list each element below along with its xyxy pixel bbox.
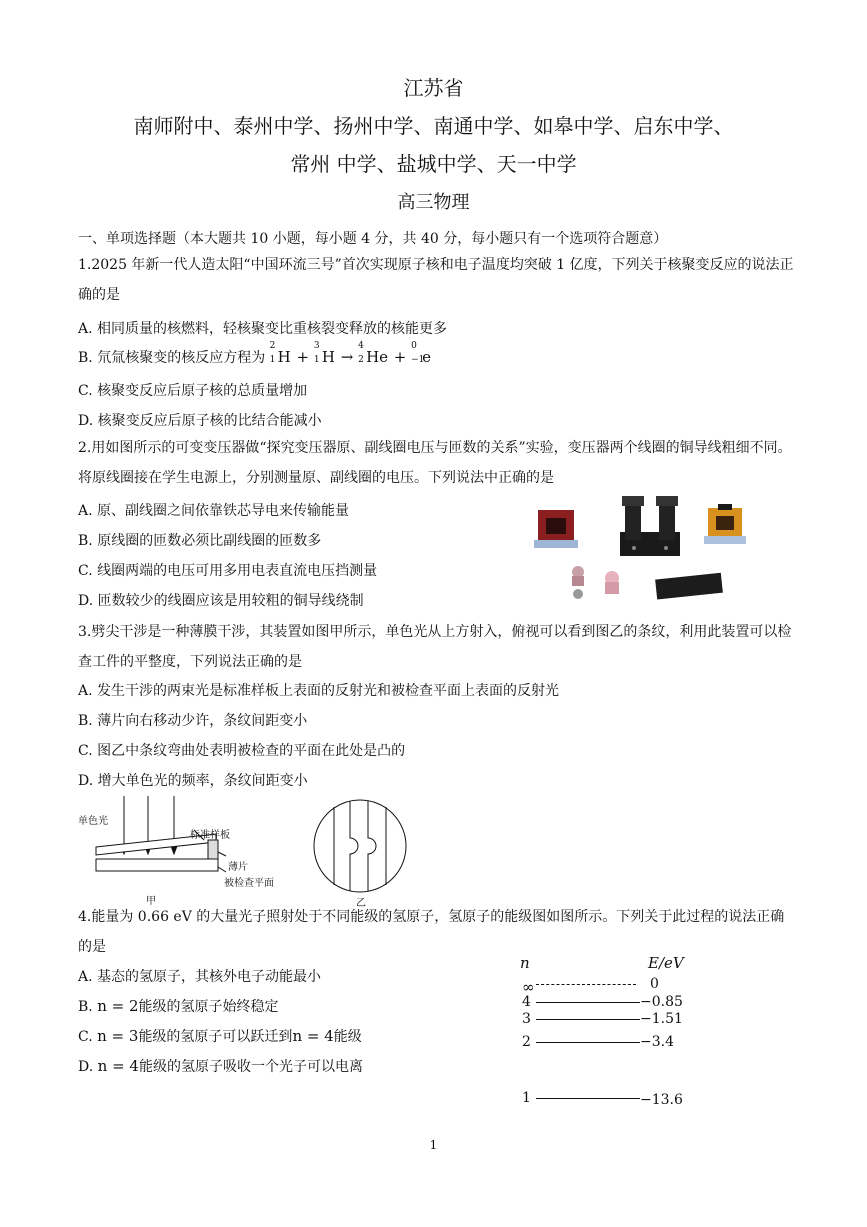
axis-e-label: E/eV — [648, 954, 684, 972]
q4-option-d-math: n = 4 — [97, 1057, 139, 1075]
level-e-inf: 0 — [650, 976, 659, 992]
level-e-1: −13.6 — [640, 1092, 683, 1108]
q1-option-b-text: B. 氘氚核聚变的核反应方程为 — [78, 350, 266, 366]
label-thin-sheet: 薄片 — [228, 862, 248, 873]
q4-option-c-text1: 能级的氢原子可以跃迁到 — [138, 1029, 293, 1045]
q2-stem: 2.用如图所示的可变变压器做“探究变压器原、副线圈电压与匝数的关系”实验，变压器两个线圈的铜导线粗细不同。将原线圈接在学生电源上，分别测量原、副线圈的电压。下列说法中正确的是 — [78, 440, 792, 486]
schools-line-1: 南师附中、泰州中学、扬州中学、南通中学、如皋中学、启东中学、 — [133, 114, 734, 138]
level-line-3 — [536, 1019, 640, 1020]
q4-option-b — [78, 996, 279, 1016]
q4-option-c-math1: n = 3 — [97, 1027, 139, 1045]
q3-option-d: D. 增大单色光的频率，条纹间距变小 — [78, 773, 308, 789]
level-line-4 — [536, 1002, 640, 1003]
level-e-4: −0.85 — [640, 994, 683, 1010]
transformer-photo — [530, 492, 770, 612]
section-heading: 一、单项选择题（本大题共 10 小题，每小题 4 分，共 40 分，每小题只有一个选项符合题意） — [78, 231, 668, 247]
q1-option-a: A. 相同质量的核燃料，轻核聚变比重核裂变释放的核能更多 — [78, 321, 448, 337]
q2-option-b: B. 原线圈的匝数必须比副线圈的匝数多 — [78, 533, 322, 549]
q4-option-c — [78, 1026, 362, 1046]
level-n-inf: ∞ — [522, 978, 535, 996]
q3-option-b: B. 薄片向右移动少许，条纹间距变小 — [78, 713, 308, 729]
level-line-1 — [536, 1098, 640, 1099]
q4-option-b-math: n = 2 — [97, 997, 139, 1015]
level-n-4: 4 — [522, 994, 531, 1010]
q4-option-d — [78, 1056, 363, 1076]
q1-option-c: C. 核聚变反应后原子核的总质量增加 — [78, 383, 308, 399]
label-fig-jia: 甲 — [146, 896, 156, 907]
schools-line-2: 常州 中学、盐城中学、天一中学 — [290, 152, 577, 176]
q1-stem: 1.2025 年新一代人造太阳“中国环流三号”首次实现原子核和电子温度均突破 1 亿度，下列关于核聚变反应的说法正确的是 — [78, 257, 794, 303]
level-n-2: 2 — [522, 1034, 531, 1050]
level-n-1: 1 — [522, 1090, 531, 1106]
q4-option-a: A. 基态的氢原子，其核外电子动能最小 — [78, 969, 322, 985]
q3-stem: 3.劈尖干涉是一种薄膜干涉，其装置如图甲所示，单色光从上方射入，俯视可以看到图乙的条纹，利用此装置可以检查工件的平整度，下列说法正确的是 — [78, 624, 792, 670]
level-line-inf — [536, 984, 636, 985]
subject-title: 高三物理 — [397, 192, 470, 213]
q4-option-d-text: 能级的氢原子吸收一个光子可以电离 — [138, 1059, 363, 1075]
q2-option-a: A. 原、副线圈之间依靠铁芯导电来传输能量 — [78, 503, 350, 519]
q4-option-b-label: B. — [78, 999, 98, 1015]
label-fig-yi: 乙 — [356, 898, 366, 909]
q4-option-d-label: D. — [78, 1059, 98, 1075]
q2-option-d: D. 匝数较少的线圈应该是用较粗的铜导线绕制 — [78, 593, 364, 609]
label-inspected-surface: 被检查平面 — [224, 878, 274, 889]
level-n-3: 3 — [522, 1011, 531, 1027]
q3-option-a: A. 发生干涉的两束光是标准样板上表面的反射光和被检查平面上表面的反射光 — [78, 683, 560, 699]
q2-option-c: C. 线圈两端的电压可用多用电表直流电压挡测量 — [78, 563, 378, 579]
page-number: 1 — [429, 1138, 438, 1152]
q4-stem: 4.能量为 0.66 eV 的大量光子照射处于不同能级的氢原子，氢原子的能级图如图所示。下列关于此过程的说法正确的是 — [78, 909, 785, 955]
axis-n-label: n — [520, 954, 530, 972]
energy-level-diagram — [512, 950, 702, 1110]
province-title: 江苏省 — [403, 76, 464, 100]
label-monochromatic-light: 单色光 — [78, 816, 108, 827]
q4-option-b-text: 能级的氢原子始终稳定 — [138, 999, 279, 1015]
q3-option-c: C. 图乙中条纹弯曲处表明被检查的平面在此处是凸的 — [78, 743, 406, 759]
level-e-2: −3.4 — [640, 1034, 674, 1050]
q1-option-d: D. 核聚变反应后原子核的比结合能减小 — [78, 413, 322, 429]
level-e-3: −1.51 — [640, 1011, 683, 1027]
q4-option-c-math2: n = 4 — [292, 1027, 334, 1045]
q4-option-c-text2: 能级 — [333, 1029, 362, 1045]
fringe-pattern-figure — [312, 798, 408, 894]
nuclear-equation: 2 1 H + 3 1 H → 4 2 He + 0 −1 e — [269, 341, 432, 366]
level-line-2 — [536, 1042, 640, 1043]
label-standard-plate: 标准样板 — [190, 830, 230, 841]
q1-option-b — [78, 341, 432, 367]
q4-option-c-label: C. — [78, 1029, 98, 1045]
